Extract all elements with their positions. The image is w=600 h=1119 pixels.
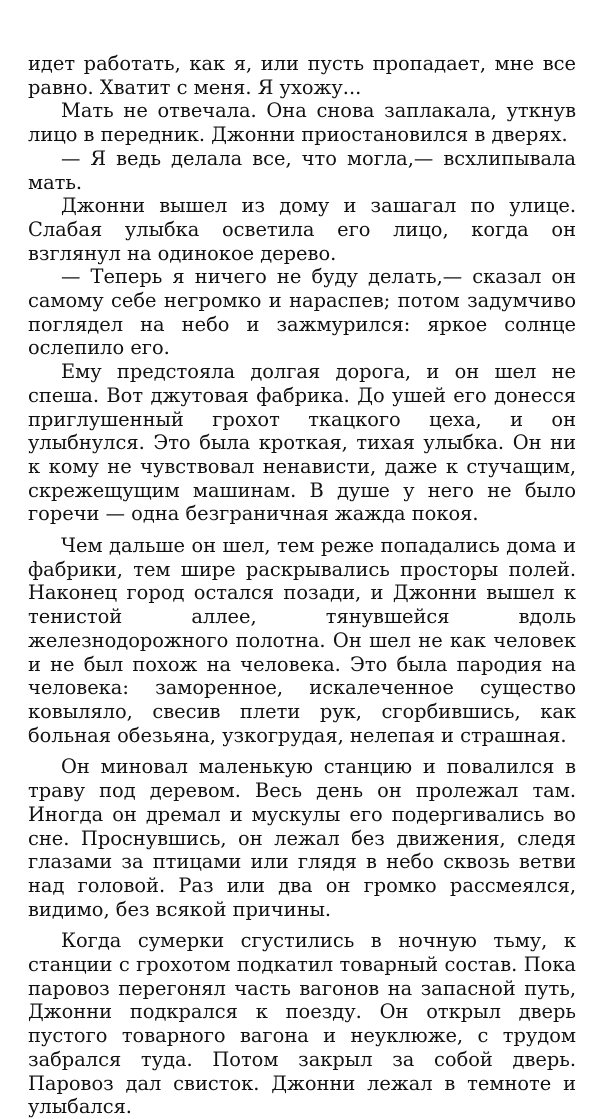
book-page bbox=[28, 52, 576, 1119]
paragraph-7: Чем дальше он шел, тем реже попадались дома и фабрики, тем шире раскрывались просторы полей. Наконец город остался позади, и Джонни вышел к тенистой аллее, тянувшейся вдоль железнодорожного полотна. Он шел не как человек и не был похож на человека. Это была пародия на человека: заморенное, искалеченное существо ковыляло, свесив плети рук, сгорбившись, как больная обезьяна, узкогрудая, нелепая и страшная. bbox=[28, 534, 576, 747]
paragraph-8: Он миновал маленькую станцию и повалился в траву под деревом. Весь день он пролежал там. Иногда он дремал и мускулы его подергивались во сне. Проснувшись, он лежал без движения, следя глазами за птицами или глядя в небо сквозь ветви над головой. Раз или два он громко рассмеялся, видимо, без всякой причины. bbox=[28, 755, 576, 921]
paragraph-3: — Я ведь делала все, что могла,— всхлипывала мать. bbox=[28, 146, 576, 194]
paragraph-2: Мать не отвечала. Она снова заплакала, уткнув лицо в передник. Джонни приостановился в дверях. bbox=[28, 99, 576, 147]
paragraph-5: — Теперь я ничего не буду делать,— сказал он самому себе негромко и нараспев; потом задумчиво поглядел на небо и зажмурился: яркое солнце ослепило его. bbox=[28, 265, 576, 360]
paragraph-4: Джонни вышел из дому и зашагал по улице. Слабая улыбка осветила его лицо, когда он взглянул на одинокое дерево. bbox=[28, 194, 576, 265]
paragraph-1: идет работать, как я, или пусть пропадает, мне все равно. Хватит с меня. Я ухожу... bbox=[28, 52, 576, 99]
paragraph-6: Ему предстояла долгая дорога, и он шел не спеша. Вот джутовая фабрика. До ушей его донесся приглушенный грохот ткацкого цеха, и он улыбнулся. Это была кроткая, тихая улыбка. Он ни к кому не чувствовал ненависти, даже к стучащим, скрежещущим машинам. В душе у него не было горечи — одна безграничная жажда покоя. bbox=[28, 360, 576, 526]
paragraph-9: Когда сумерки сгустились в ночную тьму, к станции с грохотом подкатил товарный состав. Пока паровоз перегонял часть вагонов на запасной путь, Джонни подкрался к поезду. Он открыл дверь пустого товарного вагона и неуклюже, с трудом забрался туда. Потом закрыл за собой дверь. Паровоз дал свисток. Джонни лежал в темноте и улыбался. bbox=[28, 929, 576, 1119]
